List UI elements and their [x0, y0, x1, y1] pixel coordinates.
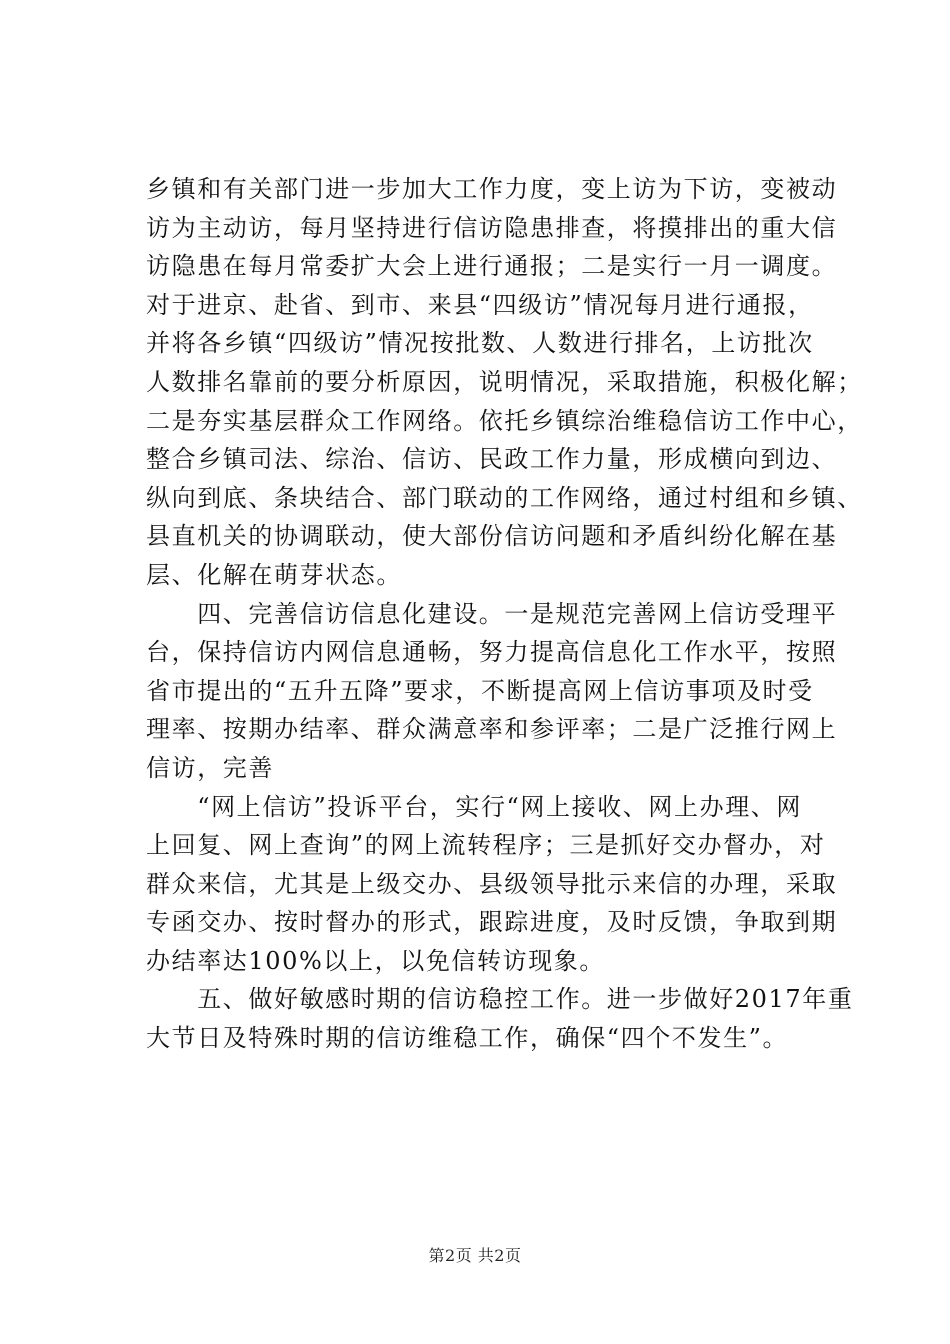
text-line: 纵向到底、条块结合、部门联动的工作网络，通过村组和乡镇、 — [146, 483, 863, 512]
paragraph-five-start: 五、做好敏感时期的信访稳控工作。进一步做好2017年重 — [146, 985, 854, 1014]
text-line: “网上信访”投诉平台，实行“网上接收、网上办理、网 — [146, 792, 803, 821]
text-line: 并将各乡镇“四级访”情况按批数、人数进行排名，上访批次 — [146, 329, 814, 358]
text-line: 办结率达100%以上，以免信转访现象。 — [146, 946, 606, 975]
text-line: 层、化解在萌芽状态。 — [146, 560, 402, 589]
text-line: 对于进京、赴省、到市、来县“四级访”情况每月进行通报， — [146, 290, 814, 319]
text-line: 乡镇和有关部门进一步加大工作力度，变上访为下访，变被动 — [146, 175, 838, 203]
text-line: 专函交办、按时督办的形式，跟踪进度，及时反馈，争取到期 — [146, 908, 838, 937]
page-number-footer: 第2页 共2页 — [428, 1246, 522, 1265]
text-line: 理率、按期办结率、群众满意率和参评率；二是广泛推行网上 — [146, 715, 838, 744]
text-line: 人数排名靠前的要分析原因，说明情况，采取措施，积极化解； — [146, 367, 863, 396]
text-line: 整合乡镇司法、综治、信访、民政工作力量，形成横向到边、 — [146, 445, 838, 474]
paragraph-four-start: 四、完善信访信息化建设。一是规范完善网上信访受理平 — [146, 599, 838, 628]
text-line: 信访，完善 — [146, 753, 274, 782]
text-line: 上回复、网上查询”的网上流转程序；三是抓好交办督办，对 — [146, 831, 826, 860]
text-line: 大节日及特殊时期的信访维稳工作，确保“四个不发生”。 — [146, 1024, 789, 1053]
text-line: 群众来信，尤其是上级交办、县级领导批示来信的办理，采取 — [146, 869, 838, 898]
text-line: 县直机关的协调联动，使大部份信访问题和矛盾纠纷化解在基 — [146, 522, 838, 551]
document-body — [146, 170, 863, 1058]
text-line: 访隐患在每月常委扩大会上进行通报；二是实行一月一调度。 — [146, 252, 838, 281]
text-line: 二是夯实基层群众工作网络。依托乡镇综治维稳信访工作中心， — [146, 406, 863, 435]
text-line: 台，保持信访内网信息通畅，努力提高信息化工作水平，按照 — [146, 638, 838, 667]
text-line: 访为主动访，每月坚持进行信访隐患排查，将摸排出的重大信 — [146, 213, 838, 242]
text-line: 省市提出的“五升五降”要求，不断提高网上信访事项及时受 — [146, 676, 814, 705]
